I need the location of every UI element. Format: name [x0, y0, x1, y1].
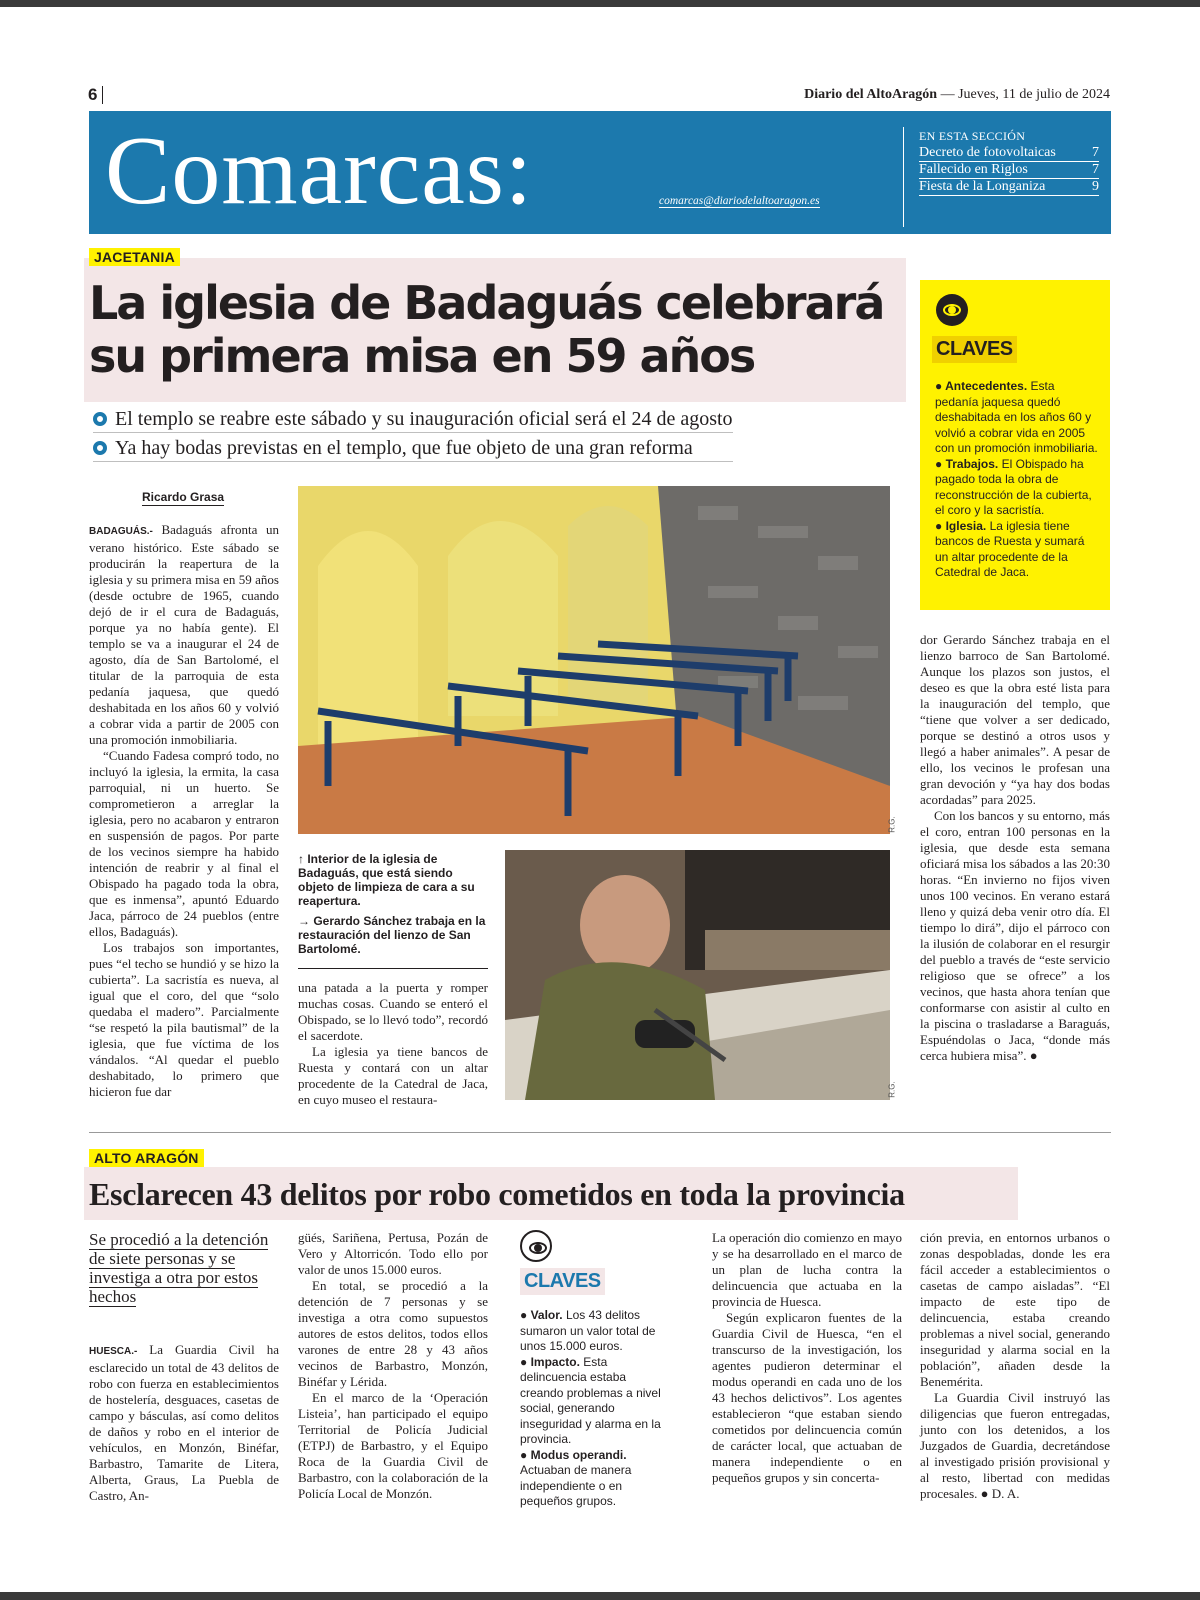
claves-text: La iglesia tiene bancos de Ruesta y sumará un altar procedente de la Catedral de Jaca.	[935, 518, 1085, 579]
subhead	[93, 407, 733, 433]
paragraph: En total, se procedió a la detención de 7 personas y se investiga a otra como supuestos autores de estos delitos, todos ellos varones de entre 28 y 43 años vecinos de Barbastro, Monzón, Binéfar y Lérida.	[298, 1278, 488, 1389]
headline-background	[84, 258, 906, 402]
section-tag: JACETANIA	[89, 248, 180, 266]
article-column	[89, 1342, 279, 1504]
paragraph: Los trabajos son importantes, pues “el techo se hundió y se hizo la cubierta”. La sacristía es nueva, al igual que el coro, del que “solo quedaba el madero”. Parcialmente “se respetó la pila bautismal” de la iglesia, que fue víctima de los vándalos. “Al quedar el pueblo deshabitado, lo primero que hicieron fue dar	[89, 940, 279, 1099]
paragraph: ción previa, en entornos urbanos o zonas despobladas, donde les era fácil acceder a establecimientos o casetas de campo aisladas”. “El impacto de este tipo de delincuencia, estaba creando problemas a nivel social, generando inseguridad y alarma social en la población”, añaden desde la Benemérita.	[920, 1230, 1110, 1389]
claves-term: ● Modus operandi.	[520, 1447, 627, 1462]
photo-caption	[298, 852, 488, 969]
subhead-text: Ya hay bodas previstas en el templo, que fue objeto de una gran reforma	[115, 437, 693, 459]
section-index-item[interactable]	[919, 145, 1099, 162]
article-column	[712, 1230, 902, 1486]
section-tag: ALTO ARAGÓN	[89, 1149, 204, 1167]
photo-credit: R.G.	[887, 1081, 897, 1098]
church-interior-photo	[298, 486, 890, 834]
section-index-label: Fallecido en Riglos	[919, 162, 1028, 177]
dateline	[804, 87, 1110, 103]
banner-divider	[903, 127, 904, 227]
paragraph: dor Gerardo Sánchez trabaja en el lienzo barroco de San Bartolomé. Aunque los plazos son justos, el deseo es que la obra esté lista para la inauguración del templo, que “tiene que volver a ser dedicado, porque se destinó a otros usos y llegó a haber animales”. A pesar de ello, los vecinos le profesan una gran devoción y “ya hay dos bodas acordadas” para 2025.	[920, 632, 1110, 807]
paragraph	[89, 1342, 279, 1504]
bullet-icon	[93, 412, 107, 426]
bottom-bar	[0, 1592, 1200, 1600]
claves-item	[520, 1355, 670, 1448]
subhead-text: El templo se reabre este sábado y su inauguración oficial será el 24 de agosto	[115, 408, 733, 430]
top-bar	[0, 0, 1200, 7]
claves-term: ● Trabajos.	[935, 456, 999, 471]
subhead	[93, 436, 733, 462]
section-index-page: 7	[1092, 145, 1099, 160]
paragraph-text: La Guardia Civil ha esclarecido un total de 43 delitos de robo con fuerza en establecimientos de hostelería, desguaces, casetas de campo y básculas, así como delitos de daños y robo en el interior de vehículos, en Monzón, Binéfar, Barbastro, Tamarite de Litera, Alberta, Graus, La Puebla de Castro, An-	[89, 1342, 280, 1503]
restorer-image	[505, 850, 890, 1100]
claves-term: ● Antecedentes.	[935, 379, 1028, 393]
article-headline	[89, 277, 883, 383]
dateline-place: BADAGUÁS.-	[89, 526, 153, 537]
section-divider	[89, 1132, 1111, 1133]
claves-item	[520, 1308, 670, 1355]
section-index-item[interactable]	[919, 179, 1099, 196]
paragraph: La Guardia Civil instruyó las diligencias que fueron entregadas, junto con los detenidos, a los Juzgados de Guardia, decretándose al investigado prisión provisional y al resto, libertad con medidas procesales. ● D. A.	[920, 1390, 1110, 1501]
issue-date: — Jueves, 11 de julio de 2024	[940, 87, 1110, 102]
article-column	[298, 980, 488, 1108]
byline: Ricardo Grasa	[142, 490, 225, 504]
article-column	[298, 1230, 488, 1502]
paragraph-text: Badaguás afronta un verano histórico. Este sábado se producirán la reapertura de la iglesia y su primera misa en 59 años (desde octubre de 1965, cuando dejó de ir el cura de Badaguás, porque ya no había gente). El templo se va a inaugurar el 24 de agosto, día de San Bartolomé, el titular de la parroquia de esta pedanía jaquesa, que quedó deshabitada en los años 60 y volvió a cobrar vida a partir de 2005 con una promoción inmobiliaria.	[89, 522, 280, 747]
dek-text: Se procedió a la detención de siete personas y se investiga a otra por estos hechos	[89, 1230, 269, 1306]
section-index-item[interactable]	[919, 162, 1099, 179]
paragraph: güés, Sariñena, Pertusa, Pozán de Vero y Altorricón. Todo ello por valor de unos 15.000 euros.	[298, 1230, 488, 1277]
section-email[interactable]: comarcas@diariodelaltoaragon.es	[659, 195, 820, 207]
article-column	[920, 632, 1110, 1064]
section-index-heading: EN ESTA SECCIÓN	[919, 129, 1026, 143]
page-number: 6	[88, 86, 103, 104]
paragraph: una patada a la puerta y romper muchas cosas. Cuando se enteró el Obispado, se lo llevó todo”, recordó el sacerdote.	[298, 980, 488, 1043]
claves-item	[935, 457, 1100, 519]
claves-term: ● Iglesia.	[935, 518, 987, 533]
claves-item	[520, 1448, 670, 1510]
eye-icon	[520, 1230, 552, 1262]
headline-line: La iglesia de Badaguás celebrará	[89, 276, 884, 330]
claves-term: ● Impacto.	[520, 1354, 580, 1369]
claves-list	[520, 1308, 670, 1510]
section-banner	[89, 111, 1111, 234]
claves-text: Los 43 delitos sumaron un valor total de unos 15.000 euros.	[520, 1308, 656, 1353]
claves-text: Esta delincuencia estaba creando problemas a nivel social, generando inseguridad y alarma en la provincia.	[520, 1354, 661, 1446]
section-index-label: Fiesta de la Longaniza	[919, 179, 1046, 194]
claves-item	[935, 379, 1100, 457]
claves-title: CLAVES	[932, 336, 1017, 363]
article-headline: Esclarecen 43 delitos por robo cometidos en toda la provincia	[89, 1176, 905, 1212]
restorer-photo	[505, 850, 890, 1100]
claves-text: El Obispado ha pagado toda la obra de reconstrucción de la cubierta, el coro y la sacristía.	[935, 456, 1092, 517]
eye-icon	[936, 294, 968, 326]
claves-box	[920, 280, 1110, 610]
dateline-place: HUESCA.-	[89, 1346, 138, 1357]
headline-background	[84, 1167, 1018, 1220]
caption-interior: ↑ Interior de la iglesia de Badaguás, que está siendo objeto de limpieza de cara a su reapertura.	[298, 852, 475, 908]
church-interior-image	[298, 486, 890, 834]
paragraph	[89, 522, 279, 748]
article-column	[89, 522, 279, 1100]
paragraph: Con los bancos y su entorno, más el coro, entran 100 personas en la iglesia, que desde esta semana oficiará misa los sábados a las 20:30 horas. “En invierno no fijos viven unos 100 vecinos. En verano estará lleno y quizá deba venir otro día. El tiempo lo dirá”, dijo el párroco con la ilusión de colaborar en el resurgir del pueblo a través de “este servicio religioso que se ofrece” a los vecinos, que hasta ahora tenían que conformarse con asistir al culto en la piscina o trasladarse a Baraguás, Espuéndolas o Jaca, “donde más cerca hubiera misa”. ●	[920, 808, 1110, 1063]
claves-term: ● Valor.	[520, 1308, 563, 1322]
paragraph: La operación dio comienzo en mayo y se ha desarrollado en el marco de un plan de lucha contra la delincuencia que actuaba en la provincia de Huesca.	[712, 1230, 902, 1309]
claves-text: Esta pedanía jaquesa quedó deshabitada en los años 60 y volvió a cobrar vida en 2005 con un promoción inmobiliaria.	[935, 379, 1098, 455]
section-index	[919, 129, 1099, 196]
section-index-page: 9	[1092, 179, 1099, 194]
paper-name: Diario del AltoAragón	[804, 87, 938, 102]
photo-credit: R.G.	[887, 816, 897, 833]
paragraph: “Cuando Fadesa compró todo, no incluyó la iglesia, la ermita, la casa parroquial, ni un huerto. Se comprometieron a arreglar la iglesia, pero no acabaron y entraron en suspensión de pagos. Por parte de los vecinos siempre ha habido intención de reabrir y al final el Obispado ha pagado toda la obra, que es inmensa”, apuntó Eduardo Jaca, párroco de 24 pueblos (entre ellos, Badaguás).	[89, 748, 279, 939]
caption-restoration: → Gerardo Sánchez trabaja en la restauración del lienzo de San Bartolomé.	[298, 914, 486, 956]
section-title: Comarcas:	[105, 117, 534, 225]
article-dek	[89, 1230, 277, 1306]
claves-title: CLAVES	[520, 1268, 605, 1295]
section-index-page: 7	[1092, 162, 1099, 177]
claves-text: Actuaban de manera independiente o en pequeños grupos.	[520, 1463, 632, 1508]
section-index-label: Decreto de fotovoltaicas	[919, 145, 1056, 160]
subheads	[93, 407, 733, 465]
claves-item	[935, 519, 1100, 581]
paragraph: La iglesia ya tiene bancos de Ruesta y contará con un altar procedente de la Catedral de Jaca, en cuyo museo el restaura-	[298, 1044, 488, 1107]
paragraph: Según explicaron fuentes de la Guardia Civil de Huesca, “en el transcurso de la investigación, los agentes pudieron determinar el modus operandi en cada uno de los 43 hechos delictivos”. Los agentes establecieron “que estaban siendo cometidos por delincuencia común de carácter local, que actuaban de manera independiente o en pequeños grupos y sin concerta-	[712, 1310, 902, 1485]
paragraph: En el marco de la ‘Operación Listeia’, han participado el equipo Territorial de Policía Judicial (ETPJ) de Barbastro, y el Equipo Roca de la Guardia Civil de Barbastro, con la colaboración de la Policía Local de Monzón.	[298, 1390, 488, 1501]
article-column	[920, 1230, 1110, 1502]
claves-list	[935, 379, 1100, 581]
headline-line: su primera misa en 59 años	[89, 329, 755, 383]
bullet-icon	[93, 441, 107, 455]
